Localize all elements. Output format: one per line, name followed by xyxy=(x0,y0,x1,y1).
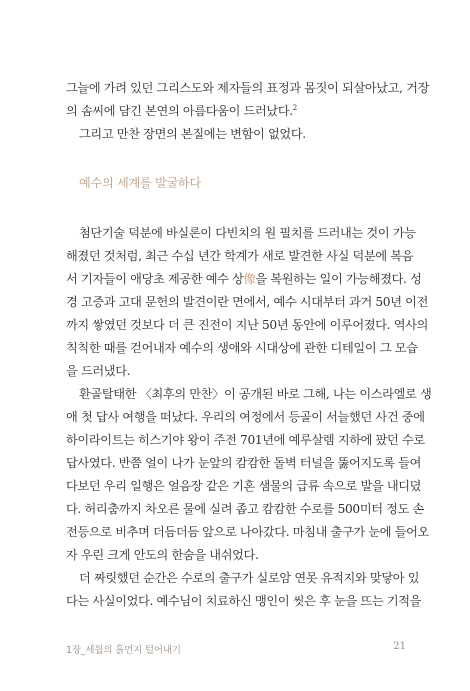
paragraph-line: 그늘에 가려 있던 그리스도와 제자들의 표정과 몸짓이 되살아났고, 거장 xyxy=(66,81,429,95)
page-number: 21 xyxy=(393,641,406,652)
paragraph-line xyxy=(66,103,406,119)
paragraph-line: 전등으로 비추며 더듬더듬 앞으로 나아갔다. 마침내 출구가 눈에 들어오 xyxy=(66,525,429,539)
paragraph-line: 경 고증과 고대 문헌의 발견이란 면에서, 예수 시대부터 과거 50년 이전 xyxy=(66,295,428,309)
section-heading: 예수의 세계를 발굴하다 xyxy=(79,176,201,190)
paragraph-line: 그리고 만찬 장면의 본질에는 변함이 없었다. xyxy=(79,127,306,141)
paragraph-line xyxy=(66,432,425,448)
paragraph-line: 더 짜릿했던 순간은 수로의 출구가 실로암 연못 유적지와 맞닿아 있 xyxy=(79,571,420,585)
paragraph-line: 을 드러냈다. xyxy=(66,364,131,378)
paragraph-line: 다보던 우리 일행은 얼음장 같은 기혼 샘물의 급류 속으로 발을 내디뎠 xyxy=(66,479,422,493)
paragraph-line: 환골탈태한 〈최후의 만찬〉이 공개된 바로 그해, 나는 이스라엘로 생 xyxy=(79,387,432,401)
paragraph-line: 애 첫 답사 여행을 떠났다. 우리의 여정에서 등골이 서늘했던 사건 중에 xyxy=(66,410,425,424)
running-footer-chapter: 1장_세월의 흙먼지 털어내기 xyxy=(66,645,181,656)
footnote-marker[interactable]: 2 xyxy=(292,103,297,112)
paragraph-text: 히스기야 왕이 주전 701년에 예루살렘 지하에 팠던 수로 xyxy=(138,433,425,447)
paragraph-line: 첨단기술 덕분에 바실론이 다빈치의 원 필치를 드러내는 것이 가능 xyxy=(79,226,416,240)
paragraph-line: 해졌던 것처럼, 최근 수십 년간 학계가 새로 발견한 사실 덕분에 복음 xyxy=(66,249,414,263)
paragraph-line: 칙칙한 때를 걷어내자 예수의 생애와 시대상에 관한 디테일이 그 모습 xyxy=(66,341,418,355)
paragraph-text: 서 기자들이 애당초 제공한 예수 상 xyxy=(66,272,244,286)
paragraph-line: 자 우린 크게 안도의 한숨을 내쉬었다. xyxy=(66,548,259,562)
paragraph-text: 하이라이트는 xyxy=(66,433,139,447)
paragraph-line: 다. 허리춤까지 차오른 물에 실려 좁고 캄캄한 수로를 500미터 정도 손 xyxy=(66,502,424,516)
paragraph-text: 을 복원하는 일이 가능해졌다. 성 xyxy=(255,272,422,286)
paragraph-line: 다는 사실이었다. 예수님이 치료하신 맹인이 씻은 후 눈을 뜨는 기적을 xyxy=(66,594,422,608)
hanja-annotation: 像 xyxy=(243,272,256,286)
paragraph-line: 까지 쌓였던 것보다 더 큰 진전이 지난 50년 동안에 이루어졌다. 역사의 xyxy=(66,318,428,332)
paragraph-text: 의 솜씨에 담긴 본연의 아름다움이 드러났다. xyxy=(66,104,293,118)
paragraph-line xyxy=(66,271,422,287)
paragraph-line: 답사였다. 반쯤 얼이 나가 눈앞의 캄캄한 돌벽 터널을 뚫어지도록 들여 xyxy=(66,456,422,470)
